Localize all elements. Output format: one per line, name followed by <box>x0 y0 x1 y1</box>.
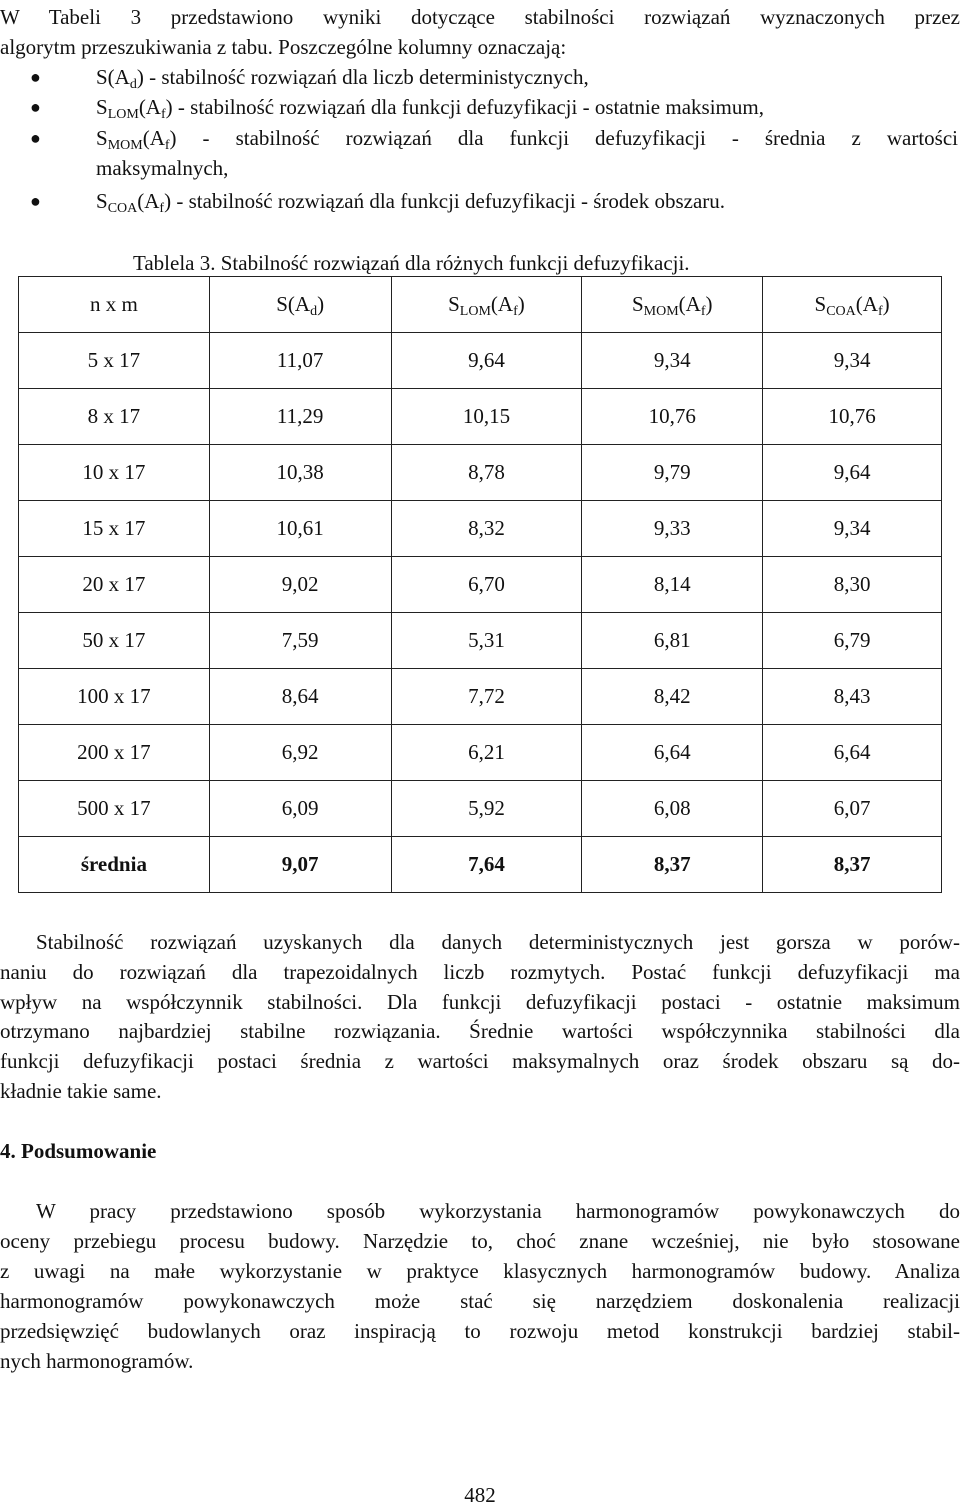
table-cell: 6,21 <box>391 725 582 781</box>
list-item: $S_{LOM}(A_f)$ - stabilność rozwiązań dla funkcji defuzyfikacji - ostatnie maksimum, <box>96 95 764 122</box>
intro-line: algorytm przeszukiwania z tabu. Poszczególne kolumny oznaczają: <box>0 35 567 59</box>
table-cell: 8,37 <box>582 837 763 893</box>
table-cell: 8,78 <box>391 445 582 501</box>
table-cell: 7,72 <box>391 669 582 725</box>
table-cell: 500 x 17 <box>19 781 210 837</box>
stability-table <box>18 276 942 893</box>
section-heading: 4. Podsumowanie <box>0 1139 157 1163</box>
table-cell: 8 x 17 <box>19 389 210 445</box>
table-cell: 6,81 <box>582 613 763 669</box>
list-item: $S_{COA}(A_f)$ - stabilność rozwiązań dla funkcji defuzyfikacji - środek obszaru. <box>96 189 726 216</box>
column-header: $S_{COA}(A_f)$ <box>763 277 942 333</box>
table-cell: 5,92 <box>391 781 582 837</box>
paragraph-line: harmonogramów powykonawczych może stać się narzędziem doskonalenia realizacji <box>0 1289 960 1313</box>
list-item-continuation: maksymalnych, <box>96 156 229 180</box>
paragraph-line: kładnie takie same. <box>0 1079 162 1103</box>
table-row <box>19 669 942 725</box>
table-cell: 8,32 <box>391 501 582 557</box>
table-cell: 10,15 <box>391 389 582 445</box>
table-cell: 5 x 17 <box>19 333 210 389</box>
column-header: $S_{MOM}(A_f)$ <box>582 277 763 333</box>
table-cell: 10,61 <box>209 501 391 557</box>
table-header-row <box>19 277 942 333</box>
table-cell: 11,07 <box>209 333 391 389</box>
table-cell: 8,14 <box>582 557 763 613</box>
table-cell: 7,59 <box>209 613 391 669</box>
table-cell: 9,34 <box>763 501 942 557</box>
paragraph-line: nych harmonogramów. <box>0 1349 194 1373</box>
table-cell: 9,79 <box>582 445 763 501</box>
table-cell: 8,42 <box>582 669 763 725</box>
table-cell: 6,70 <box>391 557 582 613</box>
table-cell: 8,30 <box>763 557 942 613</box>
column-header: $S(A_d)$ <box>209 277 391 333</box>
table-caption: Tablela 3. Stabilność rozwiązań dla różnych funkcji defuzyfikacji. <box>133 251 690 275</box>
table-cell: 9,34 <box>763 333 942 389</box>
table-row <box>19 389 942 445</box>
table-row <box>19 333 942 389</box>
paragraph-line: oceny przebiegu procesu budowy. Narzędzie to, choć znane wcześniej, nie było stosowane <box>0 1229 960 1253</box>
paragraph-line: Stabilność rozwiązań uzyskanych dla danych deterministycznych jest gorsza w porów- <box>36 930 960 954</box>
table-cell: 5,31 <box>391 613 582 669</box>
table-cell: 9,34 <box>582 333 763 389</box>
table-cell: 6,64 <box>763 725 942 781</box>
column-header: $S_{LOM}(A_f)$ <box>391 277 582 333</box>
table-cell: 50 x 17 <box>19 613 210 669</box>
table-row <box>19 501 942 557</box>
list-item: $S(A_d)$ - stabilność rozwiązań dla liczb deterministycznych, <box>96 65 589 92</box>
bullet-icon: ● <box>30 128 41 148</box>
table-cell: 8,43 <box>763 669 942 725</box>
table-row <box>19 781 942 837</box>
table-row <box>19 557 942 613</box>
table-cell: 6,09 <box>209 781 391 837</box>
table-cell: średnia <box>19 837 210 893</box>
paragraph-line: z uwagi na małe wykorzystanie w praktyce klasycznych harmonogramów budowy. Analiza <box>0 1259 960 1283</box>
list-item: $S_{MOM}(A_f)$ - stabilność rozwiązań dla funkcji defuzyfikacji - średnia z wartości <box>96 126 958 153</box>
table-cell: 200 x 17 <box>19 725 210 781</box>
table-row <box>19 445 942 501</box>
table-cell: 9,33 <box>582 501 763 557</box>
table-row <box>19 613 942 669</box>
table-cell: 8,37 <box>763 837 942 893</box>
table-cell: 11,29 <box>209 389 391 445</box>
table-cell: 10,76 <box>763 389 942 445</box>
table-cell: 6,64 <box>582 725 763 781</box>
paragraph-line: przedsięwzięć budowlanych oraz inspiracją to rozwoju metod konstrukcji bardziej stabil- <box>0 1319 960 1343</box>
table-cell: 7,64 <box>391 837 582 893</box>
intro-line: W Tabeli 3 przedstawiono wyniki dotyczące stabilności rozwiązań wyznaczonych przez <box>0 5 960 29</box>
table-cell: 6,79 <box>763 613 942 669</box>
table-row <box>19 725 942 781</box>
table-cell: 15 x 17 <box>19 501 210 557</box>
table-cell: 9,64 <box>391 333 582 389</box>
column-header: n x m <box>19 277 210 333</box>
table-cell: 9,07 <box>209 837 391 893</box>
bullet-icon: ● <box>30 67 41 87</box>
paragraph-line: otrzymano najbardziej stabilne rozwiązania. Średnie wartości współczynnika stabilności dla <box>0 1019 960 1043</box>
table-cell: 10,76 <box>582 389 763 445</box>
paragraph-line: naniu do rozwiązań dla trapezoidalnych liczb rozmytych. Postać funkcji defuzyfikacji ma <box>0 960 960 984</box>
bullet-icon: ● <box>30 97 41 117</box>
paragraph-line: funkcji defuzyfikacji postaci średnia z wartości maksymalnych oraz środek obszaru są do- <box>0 1049 960 1073</box>
paragraph-line: W pracy przedstawiono sposób wykorzystania harmonogramów powykonawczych do <box>36 1199 960 1223</box>
table-cell: 9,02 <box>209 557 391 613</box>
bullet-icon: ● <box>30 191 41 211</box>
table-cell: 20 x 17 <box>19 557 210 613</box>
table-cell: 6,92 <box>209 725 391 781</box>
table-cell: 100 x 17 <box>19 669 210 725</box>
page-number: 482 <box>464 1483 496 1507</box>
paragraph-line: wpływ na współczynnik stabilności. Dla funkcji defuzyfikacji postaci - ostatnie maksimum <box>0 990 960 1014</box>
table-average-row <box>19 837 942 893</box>
table-cell: 10,38 <box>209 445 391 501</box>
table-cell: 6,07 <box>763 781 942 837</box>
table-cell: 10 x 17 <box>19 445 210 501</box>
table-cell: 9,64 <box>763 445 942 501</box>
table-cell: 8,64 <box>209 669 391 725</box>
table-cell: 6,08 <box>582 781 763 837</box>
